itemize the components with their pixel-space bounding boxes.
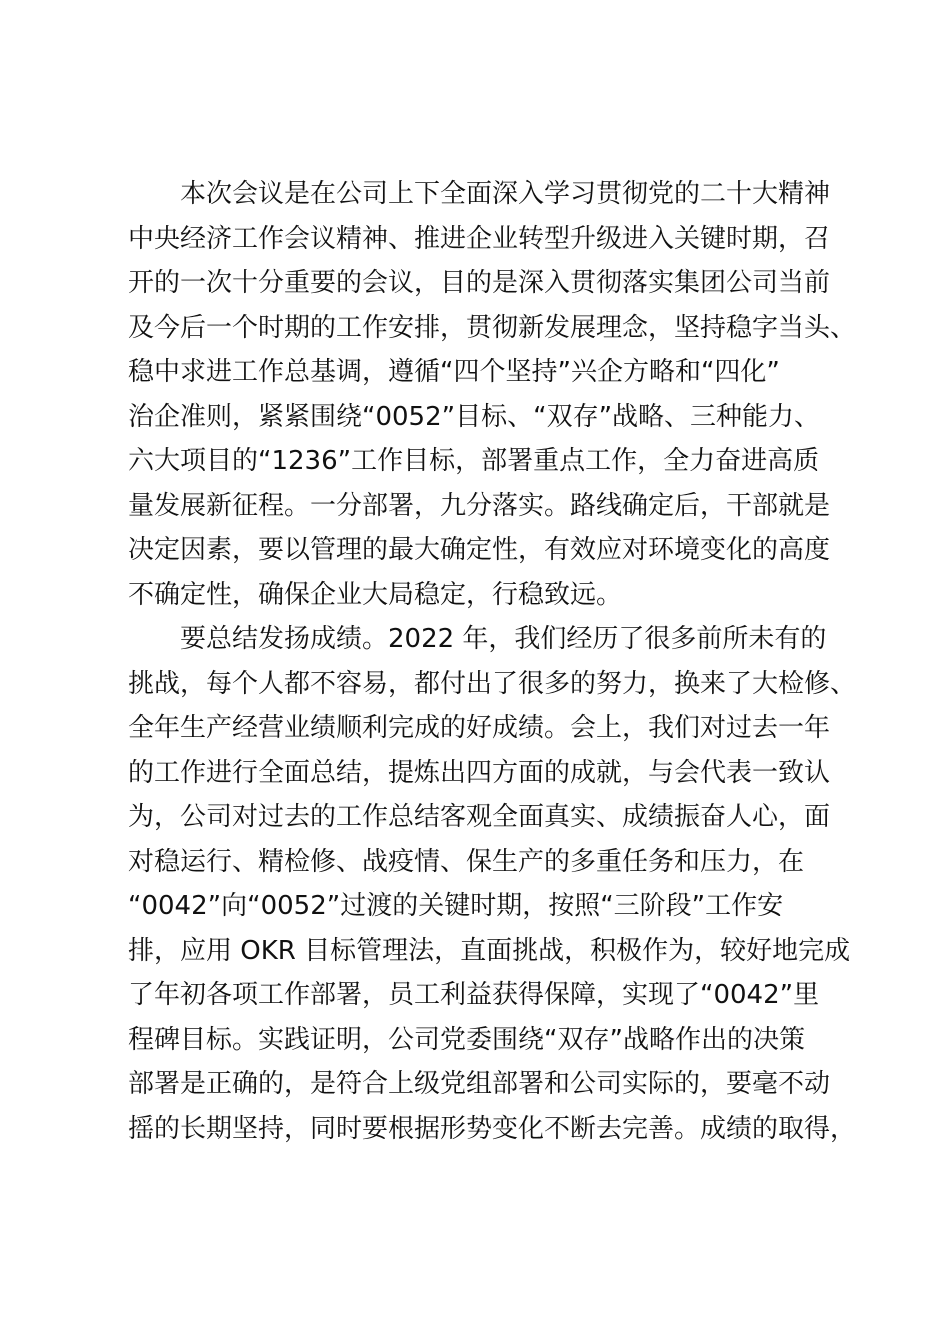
text-line-17: “0042”向“0052”过渡的关键时期，按照“三阶段”工作安 — [128, 891, 784, 921]
text-line-22: 摇的长期坚持，同时要根据形势变化不断去完善。成绩的取得， — [128, 1113, 857, 1144]
text-line-9: 决定因素，要以管理的最大确定性，有效应对环境变化的高度 — [128, 535, 831, 565]
text-line-15: 为，公司对过去的工作总结客观全面真实、成绩振奋人心，面 — [128, 802, 831, 832]
text-line-5: 稳中求进工作总基调，遵循“四个坚持”兴企方略和“四化” — [128, 357, 780, 387]
text-line-12: 挑战，每个人都不容易，都付出了很多的努力，换来了大检修、 — [128, 668, 857, 699]
text-line-21: 部署是正确的，是符合上级党组部署和公司实际的，要毫不动 — [128, 1069, 831, 1099]
text-line-11: 要总结发扬成绩。2022 年，我们经历了很多前所未有的 — [128, 624, 827, 654]
text-line-16: 对稳运行、精检修、战疫情、保生产的多重任务和压力，在 — [128, 846, 805, 877]
text-line-13: 全年生产经营业绩顺利完成的好成绩。会上，我们对过去一年 — [128, 713, 831, 743]
text-line-4: 及今后一个时期的工作安排，贯彻新发展理念，坚持稳字当头、 — [128, 312, 857, 343]
text-line-2: 中央经济工作会议精神、推进企业转型升级进入关键时期，召 — [128, 223, 831, 254]
text-line-1: 本次会议是在公司上下全面深入学习贯彻党的二十大精神 — [128, 179, 831, 209]
text-line-8: 量发展新征程。一分部署，九分落实。路线确定后，干部就是 — [128, 490, 831, 521]
text-line-19: 了年初各项工作部署，员工利益获得保障，实现了“0042”里 — [128, 980, 820, 1010]
text-line-3: 开的一次十分重要的会议，目的是深入贯彻落实集团公司当前 — [128, 268, 831, 298]
text-line-20: 程碑目标。实践证明，公司党委围绕“双存”战略作出的决策 — [128, 1024, 805, 1055]
text-line-10: 不确定性，确保企业大局稳定，行稳致远。 — [128, 579, 623, 610]
text-line-7: 六大项目的“1236”工作目标，部署重点工作，全力奋进高质 — [128, 446, 820, 476]
text-line-18: 排，应用 OKR 目标管理法，直面挑战，积极作为，较好地完成 — [128, 935, 851, 966]
body-text — [128, 172, 857, 1151]
text-line-6: 治企准则，紧紧围绕“0052”目标、“双存”战略、三种能力、 — [128, 401, 821, 432]
text-line-14: 的工作进行全面总结，提炼出四方面的成就，与会代表一致认 — [128, 757, 831, 788]
